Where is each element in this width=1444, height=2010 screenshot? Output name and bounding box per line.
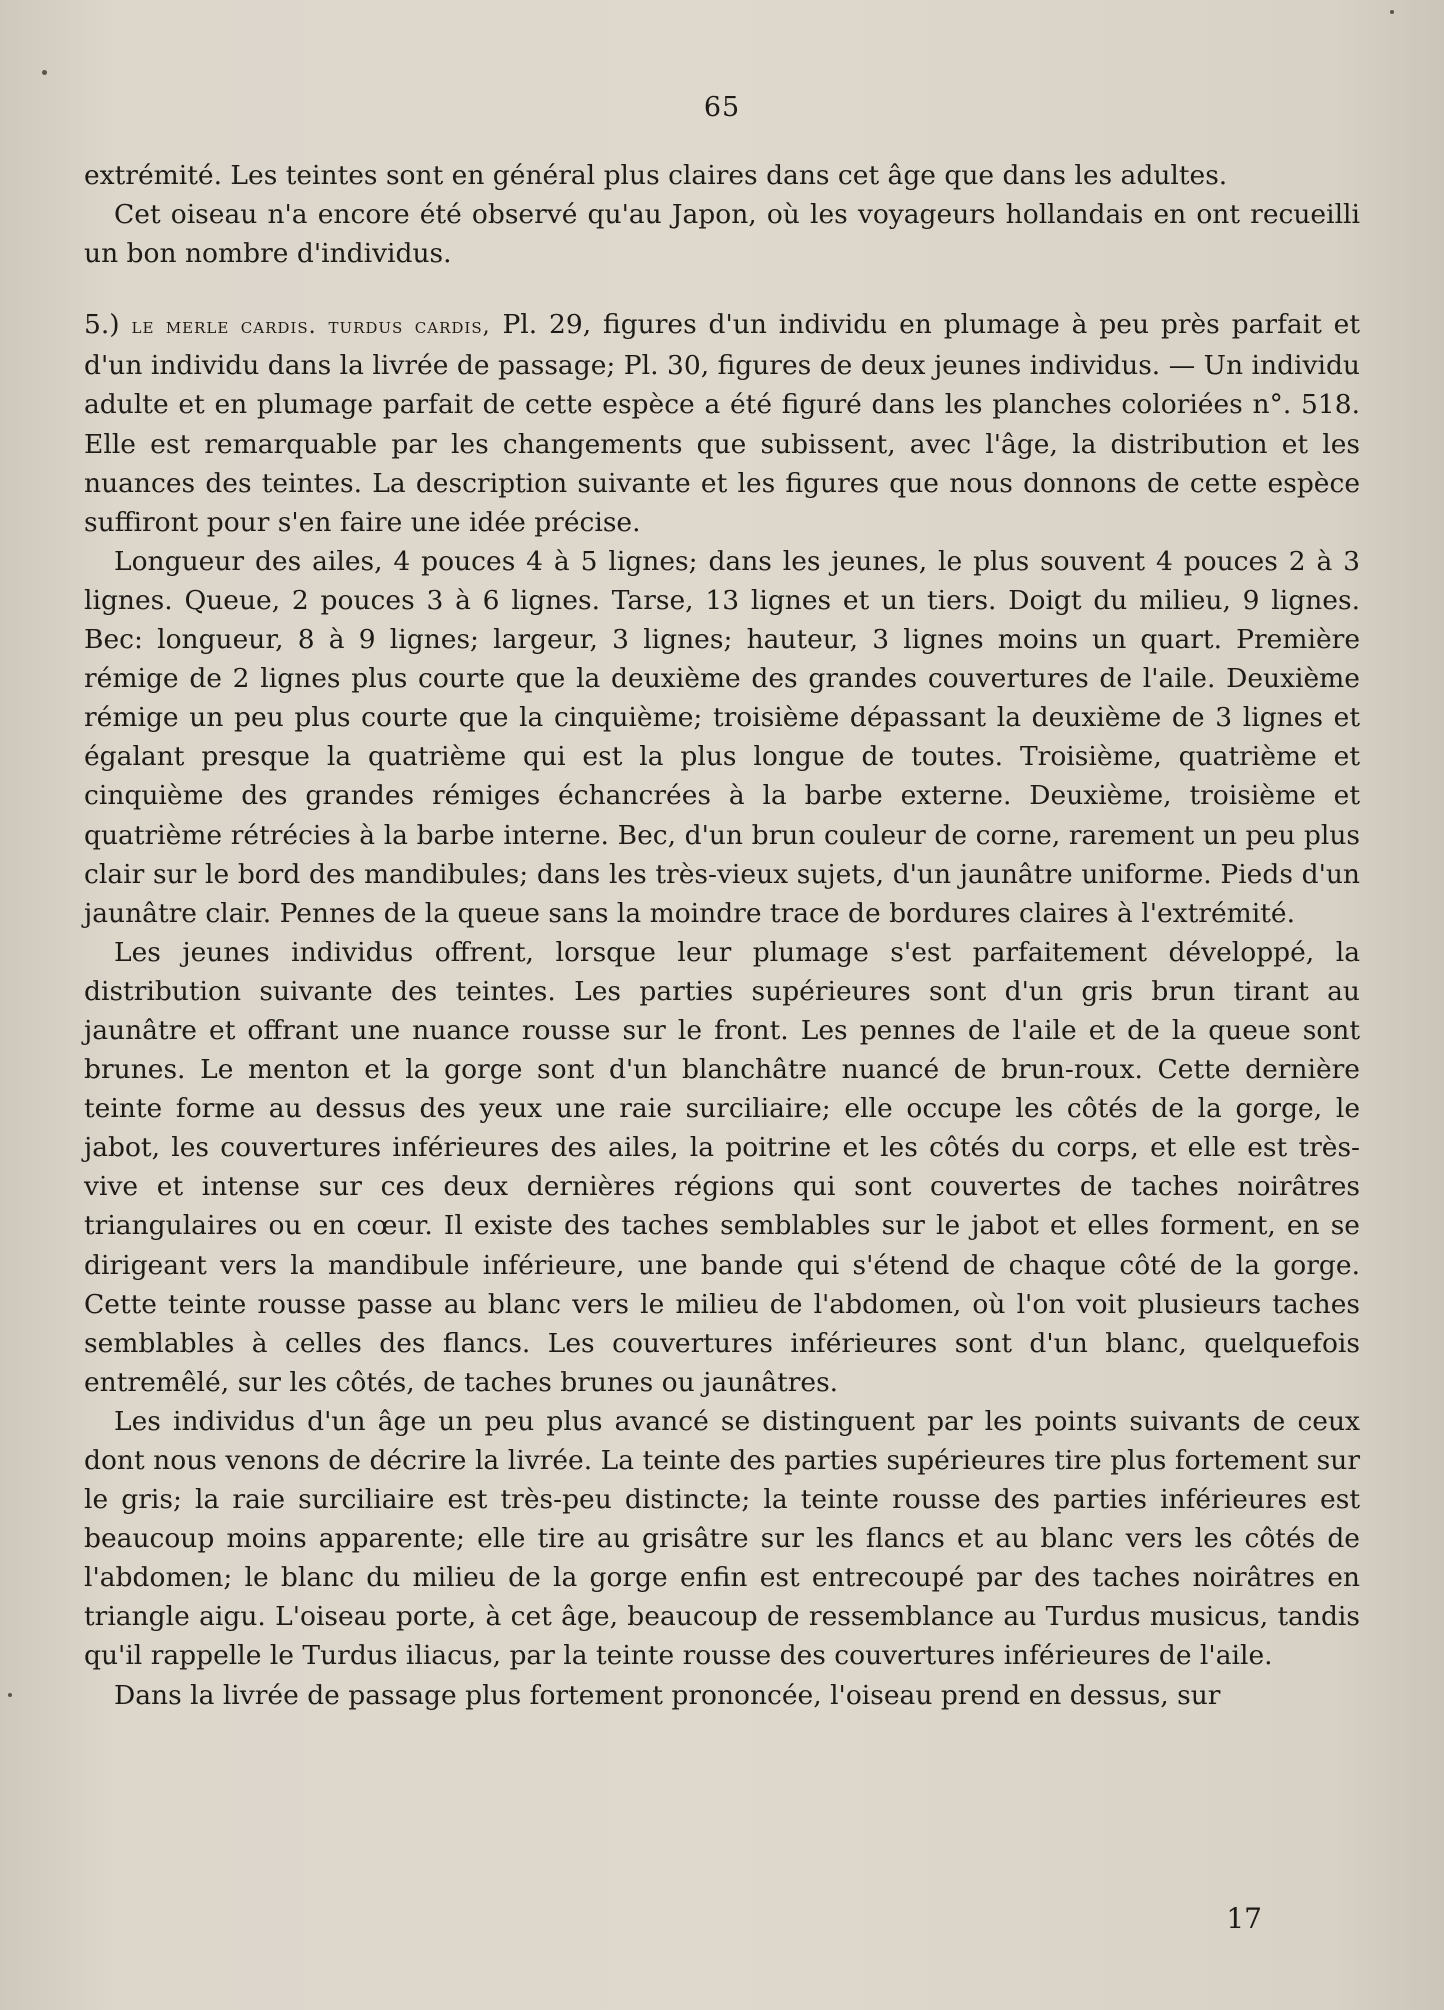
paragraph: Les individus d'un âge un peu plus avancé se distinguent par les points suivants de ceux dont nous venons de décrire la livrée. La teinte des parties supérieures tire plus fortement sur le gris; la raie surciliaire est très-peu distincte; la teinte rousse des parties inférieures est beaucoup moins apparente; elle tire au grisâtre sur les flancs et au blanc vers les côtés de l'abdomen; le blanc du milieu de la gorge enfin est entrecoupé par des taches noirâtres en triangle aigu. L'oiseau porte, à cet âge, beaucoup de ressemblance au Turdus musicus, tandis qu'il rappelle le Turdus iliacus, par la teinte rousse des couvertures inférieures de l'aile. xyxy=(84,1405,1360,1672)
body-text xyxy=(84,156,1360,1715)
speck xyxy=(1390,10,1394,14)
species-name-latin: turdus cardis, xyxy=(328,314,491,340)
speck xyxy=(42,70,47,75)
species-number: 5.) xyxy=(84,309,120,341)
species-name-fr: le merle cardis. xyxy=(131,314,317,340)
paragraph: Dans la livrée de passage plus fortement prononcée, l'oiseau prend en dessus, sur xyxy=(114,1679,1221,1711)
paragraph: Cet oiseau n'a encore été observé qu'au Japon, où les voyageurs hollandais en ont recueilli un bon nombre d'individus. xyxy=(84,199,1360,270)
page-number: 65 xyxy=(703,92,741,123)
paragraph: Longueur des ailes, 4 pouces 4 à 5 lignes; dans les jeunes, le plus souvent 4 pouces 2 à 3 lignes. Queue, 2 pouces 3 à 6 lignes. Tarse, 13 lignes et un tiers. Doigt du milieu, 9 lignes. Bec: longueur, 8 à 9 lignes; largeur, 3 lignes; hauteur, 3 lignes moins un quart. Première rémige de 2 lignes plus courte que la deuxième des grandes couvertures de l'aile. Deuxième rémige un peu plus courte que la cinquième; troisième dépassant la deuxième de 3 lignes et égalant presque la quatrième qui est la plus longue de toutes. Troisième, quatrième et cinquième des grandes rémiges échancrées à la barbe externe. Deuxième, troisième et quatrième rétrécies à la barbe interne. Bec, d'un brun couleur de corne, rarement un peu plus clair sur le bord des mandibules; dans les très-vieux sujets, d'un jaunâtre uniforme. Pieds d'un jaunâtre clair. Pennes de la queue sans la moindre trace de bordures claires à l'extrémité. xyxy=(84,545,1360,929)
species-text: Pl. 29, figures d'un individu en plumage à peu près parfait et d'un individu dans la livrée de passage; Pl. 30, figures de deux jeunes individus. — Un individu adulte et en plumage parfait de cette espèce a été figuré dans les planches coloriées n°. 518. Elle est remarquable par les changements que subissent, avec l'âge, la distribution et les nuances des teintes. La description suivante et les figures que nous donnons de cette espèce suffiront pour s'en faire une idée précise. xyxy=(84,309,1360,538)
speck xyxy=(8,1693,12,1697)
signature-mark: 17 xyxy=(1226,1902,1262,1935)
species-paragraph xyxy=(84,305,1360,542)
paragraph: extrémité. Les teintes sont en général plus claires dans cet âge que dans les adultes. xyxy=(84,160,1228,191)
paragraph: Les jeunes individus offrent, lorsque leur plumage s'est parfaitement développé, la distribution suivante des teintes. Les parties supérieures sont d'un gris brun tirant au jaunâtre et offrant une nuance rousse sur le front. Les pennes de l'aile et de la queue sont brunes. Le menton et la gorge sont d'un blanchâtre nuancé de brun-roux. Cette dernière teinte forme au dessus des yeux une raie surciliaire; elle occupe les côtés de la gorge, le jabot, les couvertures inférieures des ailes, la poitrine et les côtés du corps, et elle est très-vive et intense sur ces deux dernières régions qui sont couvertes de taches noirâtres triangulaires ou en cœur. Il existe des taches semblables sur le jabot et elles forment, en se dirigeant vers la mandibule inférieure, une bande qui s'étend de chaque côté de la gorge. Cette teinte rousse passe au blanc vers le milieu de l'abdomen, où l'on voit plusieurs taches semblables à celles des flancs. Les couvertures inférieures sont d'un blanc, quelquefois entremêlé, sur les côtés, de taches brunes ou jaunâtres. xyxy=(84,936,1360,1398)
